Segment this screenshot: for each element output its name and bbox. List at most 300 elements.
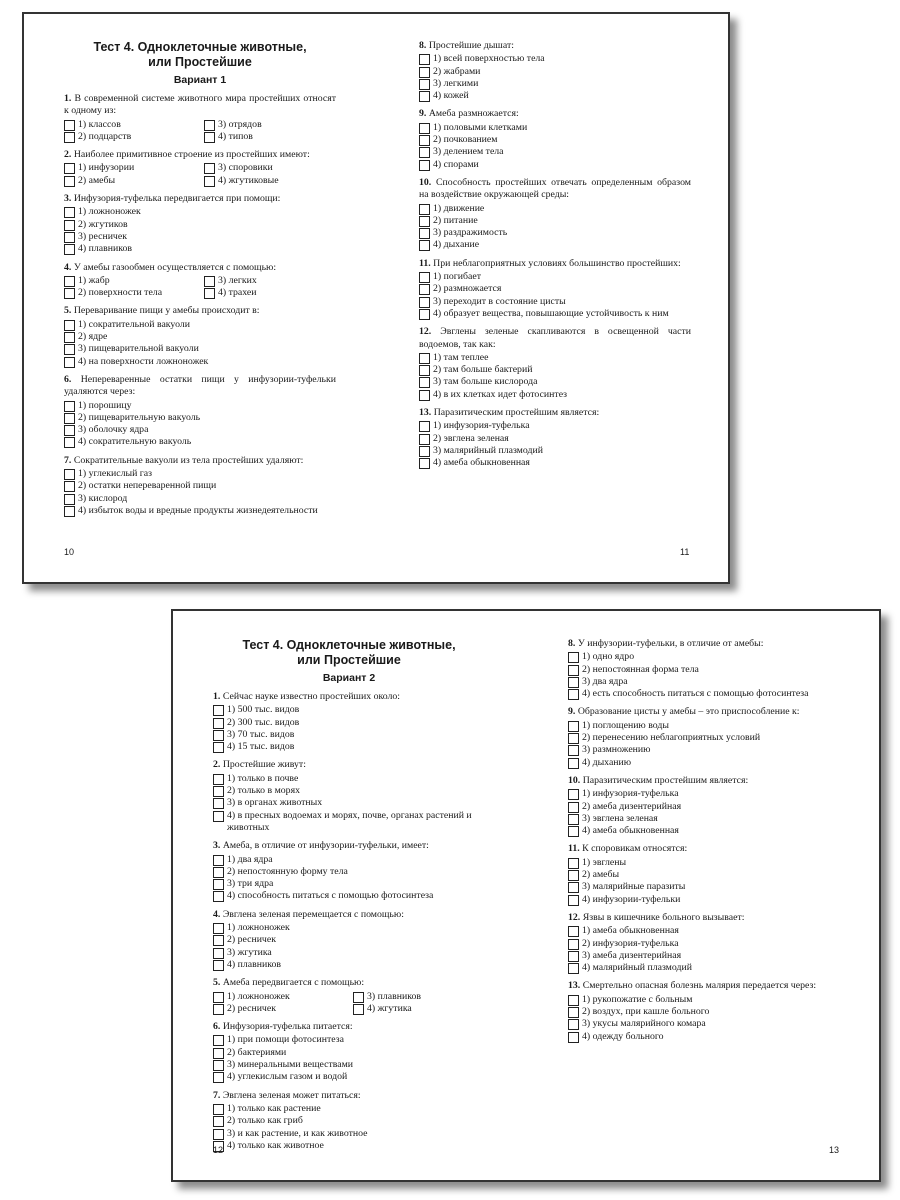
answer-option[interactable]: [419, 420, 691, 432]
answer-checkbox[interactable]: [64, 469, 75, 480]
page-10-column: [64, 40, 336, 523]
answer-option[interactable]: [213, 810, 485, 835]
question-text: Амеба передвигается с помощью:: [222, 977, 365, 989]
answer-option[interactable]: [64, 480, 336, 492]
answer-checkbox[interactable]: [213, 705, 224, 716]
answer-options: [64, 206, 336, 255]
answer-option-label: 2) поверхности тела: [78, 287, 163, 299]
answer-option-label: 4) углекислым газом и водой: [227, 1071, 348, 1083]
answer-option[interactable]: [64, 231, 336, 243]
answer-option-label: 1) жабр: [78, 274, 110, 286]
answer-option[interactable]: [568, 757, 840, 769]
page-12-column: [213, 638, 485, 1158]
answer-checkbox[interactable]: [213, 867, 224, 878]
answer-option[interactable]: [204, 162, 336, 174]
answer-option-label: 4) типов: [218, 130, 253, 142]
page-number: 13: [829, 1145, 840, 1155]
answer-option-label: 4) амеба обыкновенная: [582, 825, 679, 837]
answer-option[interactable]: [568, 732, 840, 744]
answer-checkbox[interactable]: [419, 390, 430, 401]
answer-option-label: 1) только как растение: [227, 1102, 321, 1114]
answer-checkbox[interactable]: [568, 652, 579, 663]
answer-option[interactable]: [419, 445, 691, 457]
question-text-line: [568, 912, 840, 924]
answer-option-label: 3) в органах животных: [227, 797, 323, 809]
answer-option[interactable]: [64, 119, 196, 131]
question-number: 4.: [64, 261, 72, 273]
answer-checkbox[interactable]: [213, 948, 224, 959]
answer-checkbox[interactable]: [64, 506, 75, 517]
answer-option[interactable]: [204, 287, 336, 299]
answer-option-label: 2) ресничек: [227, 934, 276, 946]
answer-options: [568, 925, 840, 974]
answer-checkbox[interactable]: [419, 446, 430, 457]
answer-checkbox[interactable]: [213, 1104, 224, 1115]
answer-checkbox[interactable]: [568, 895, 579, 906]
answer-checkbox[interactable]: [568, 789, 579, 800]
answer-option[interactable]: [64, 436, 336, 448]
answer-option-label: 4) амеба обыкновенная: [433, 457, 530, 469]
answer-option-label: 1) при помощи фотосинтеза: [227, 1034, 344, 1046]
answer-option[interactable]: [419, 215, 691, 227]
question-text-line: [213, 909, 485, 921]
answer-option-label: 2) амебы: [582, 869, 620, 881]
question-text-line: [568, 638, 840, 650]
question-text: Образование цисты у амебы – это приспособление к:: [577, 706, 800, 718]
answer-option[interactable]: [64, 206, 336, 218]
page-number: 10: [64, 547, 75, 557]
answer-checkbox[interactable]: [213, 855, 224, 866]
answer-option[interactable]: [213, 1003, 345, 1015]
answer-checkbox[interactable]: [419, 458, 430, 469]
answer-option[interactable]: [213, 729, 485, 741]
answer-option[interactable]: [213, 991, 345, 1003]
answer-checkbox[interactable]: [419, 421, 430, 432]
answer-option[interactable]: [419, 203, 691, 215]
answer-checkbox[interactable]: [568, 677, 579, 688]
answer-option[interactable]: [568, 744, 840, 756]
answer-option[interactable]: [568, 1018, 840, 1030]
answer-checkbox[interactable]: [213, 891, 224, 902]
answer-checkbox[interactable]: [213, 811, 224, 822]
answer-checkbox[interactable]: [568, 689, 579, 700]
answer-checkbox[interactable]: [419, 297, 430, 308]
answer-option[interactable]: [419, 159, 691, 171]
answer-option-label: 1) инфузория-туфелька: [582, 788, 679, 800]
answer-checkbox[interactable]: [64, 132, 75, 143]
question-number: 12.: [419, 326, 432, 338]
answer-checkbox[interactable]: [213, 1129, 224, 1140]
answer-option-label: 1) сократительной вакуоли: [78, 318, 190, 330]
question-item: [64, 93, 336, 143]
answer-checkbox[interactable]: [213, 879, 224, 890]
answer-checkbox[interactable]: [419, 353, 430, 364]
answer-option-label: 3) малярийный плазмодий: [433, 444, 543, 456]
answer-option[interactable]: [419, 66, 691, 78]
answer-options: [213, 1034, 485, 1083]
answer-option-label: 4) дыханию: [582, 756, 632, 768]
answer-option[interactable]: [568, 869, 840, 881]
answer-checkbox[interactable]: [568, 951, 579, 962]
answer-option[interactable]: [64, 505, 336, 517]
answer-option[interactable]: [213, 1115, 485, 1127]
answer-option[interactable]: [64, 287, 196, 299]
answer-option-label: 3) ресничек: [78, 230, 127, 242]
answer-options: [64, 468, 336, 517]
answer-option-label: 4) одежду больного: [582, 1030, 664, 1042]
answer-checkbox[interactable]: [419, 365, 430, 376]
answer-option-label: 4) жгутиковые: [218, 174, 279, 186]
question-text: При неблагоприятных условиях большинство простейших:: [433, 257, 681, 269]
answer-option[interactable]: [213, 866, 485, 878]
answer-checkbox[interactable]: [213, 786, 224, 797]
answer-checkbox[interactable]: [419, 67, 430, 78]
answer-checkbox[interactable]: [419, 309, 430, 320]
answer-option-label: 1) инфузория-туфелька: [433, 420, 530, 432]
answer-checkbox[interactable]: [213, 1048, 224, 1059]
answer-checkbox[interactable]: [64, 332, 75, 343]
answer-checkbox[interactable]: [64, 481, 75, 492]
answer-checkbox[interactable]: [213, 1072, 224, 1083]
question-text: Инфузория-туфелька питается:: [222, 1021, 353, 1033]
answer-option[interactable]: [419, 122, 691, 134]
question-text-line: [213, 840, 485, 852]
answer-checkbox[interactable]: [64, 437, 75, 448]
answer-checkbox[interactable]: [568, 1007, 579, 1018]
answer-checkbox[interactable]: [213, 935, 224, 946]
answer-option[interactable]: [419, 78, 691, 90]
answer-option-label: 4) способность питаться с помощью фотосинтеза: [227, 890, 434, 902]
question-text-line: [64, 455, 336, 467]
test-title-line-1: Тест 4. Одноклеточные животные,: [93, 40, 307, 54]
question-item: [419, 258, 691, 320]
answer-checkbox[interactable]: [568, 1032, 579, 1043]
answer-option[interactable]: [213, 878, 485, 890]
answer-option[interactable]: [213, 1140, 485, 1152]
answer-option[interactable]: [419, 389, 691, 401]
question-number: 6.: [213, 1021, 221, 1033]
answer-option[interactable]: [568, 1006, 840, 1018]
answer-option[interactable]: [64, 319, 336, 331]
answer-option[interactable]: [213, 1128, 485, 1140]
answer-option[interactable]: [64, 412, 336, 424]
answer-option[interactable]: [213, 717, 485, 729]
answer-option[interactable]: [204, 131, 336, 143]
answer-option[interactable]: [568, 857, 840, 869]
answer-option[interactable]: [419, 364, 691, 376]
answer-options: [64, 400, 336, 449]
answer-checkbox[interactable]: [213, 960, 224, 971]
answer-checkbox[interactable]: [64, 276, 75, 287]
question-text-line: [568, 775, 840, 787]
answer-checkbox[interactable]: [568, 826, 579, 837]
answer-option[interactable]: [64, 219, 336, 231]
answer-checkbox[interactable]: [419, 54, 430, 65]
question-number: 13.: [568, 980, 581, 992]
answer-option[interactable]: [419, 227, 691, 239]
answer-checkbox[interactable]: [419, 135, 430, 146]
answer-option-label: 4) только как животное: [227, 1139, 324, 1151]
answer-option-label: 3) 70 тыс. видов: [227, 728, 295, 740]
answer-option-label: 2) эвглена зеленая: [433, 432, 509, 444]
answer-options: [419, 122, 691, 171]
answer-option[interactable]: [568, 1031, 840, 1043]
question-text: Непереваренные остатки пищи у инфузории-туфельки удаляются через:: [64, 373, 336, 398]
answer-checkbox[interactable]: [64, 120, 75, 131]
answer-option[interactable]: [64, 343, 336, 355]
answer-option-label: 1) ложноножек: [78, 206, 141, 218]
answer-option[interactable]: [353, 991, 485, 1003]
answer-option[interactable]: [568, 688, 840, 700]
answer-option[interactable]: [419, 283, 691, 295]
answer-checkbox[interactable]: [213, 1116, 224, 1127]
question-number: 7.: [213, 1089, 221, 1101]
answer-option[interactable]: [568, 676, 840, 688]
answer-option[interactable]: [568, 925, 840, 937]
answer-checkbox[interactable]: [204, 276, 215, 287]
answer-option-label: 1) там теплее: [433, 351, 489, 363]
question-text: Язвы в кишечнике больного вызывает:: [582, 911, 745, 923]
answer-checkbox[interactable]: [568, 882, 579, 893]
answer-option[interactable]: [568, 801, 840, 813]
answer-checkbox[interactable]: [64, 344, 75, 355]
answer-options: [419, 271, 691, 320]
answer-option[interactable]: [64, 275, 196, 287]
question-number: 9.: [419, 108, 427, 120]
answer-option[interactable]: [213, 773, 485, 785]
answer-checkbox[interactable]: [213, 798, 224, 809]
answer-checkbox[interactable]: [64, 163, 75, 174]
answer-checkbox[interactable]: [568, 870, 579, 881]
answer-option[interactable]: [419, 308, 691, 320]
answer-option[interactable]: [64, 400, 336, 412]
answer-checkbox[interactable]: [568, 814, 579, 825]
answer-option[interactable]: [568, 788, 840, 800]
question-text: К споровикам относятся:: [582, 843, 688, 855]
answer-checkbox[interactable]: [64, 494, 75, 505]
answer-checkbox[interactable]: [419, 147, 430, 158]
answer-option[interactable]: [213, 890, 485, 902]
answer-checkbox[interactable]: [419, 123, 430, 134]
answer-option[interactable]: [64, 243, 336, 255]
answer-option-label: 3) споровики: [218, 162, 273, 174]
answer-option[interactable]: [64, 468, 336, 480]
answer-checkbox[interactable]: [204, 120, 215, 131]
answer-checkbox[interactable]: [419, 284, 430, 295]
answer-checkbox[interactable]: [568, 665, 579, 676]
answer-checkbox[interactable]: [213, 742, 224, 753]
answer-option[interactable]: [568, 651, 840, 663]
answer-checkbox[interactable]: [568, 733, 579, 744]
answer-checkbox[interactable]: [64, 232, 75, 243]
answer-option[interactable]: [419, 457, 691, 469]
answer-option-label: 3) амеба дизентерийная: [582, 949, 682, 961]
answer-checkbox[interactable]: [213, 1004, 224, 1015]
answer-option[interactable]: [568, 664, 840, 676]
answer-option-label: 4) плавников: [78, 243, 132, 255]
answer-option[interactable]: [213, 854, 485, 866]
answer-option-label: 3) укусы малярийного комара: [582, 1018, 706, 1030]
answer-option[interactable]: [64, 356, 336, 368]
answer-option[interactable]: [204, 175, 336, 187]
answer-checkbox[interactable]: [213, 718, 224, 729]
answer-checkbox[interactable]: [568, 802, 579, 813]
answer-options: [568, 651, 840, 700]
answer-checkbox[interactable]: [213, 1035, 224, 1046]
answer-checkbox[interactable]: [419, 240, 430, 251]
answer-option[interactable]: [419, 239, 691, 251]
answer-option[interactable]: [213, 704, 485, 716]
test-title-line-2: или Простейшие: [297, 653, 401, 667]
test-title: [213, 638, 485, 668]
answer-checkbox[interactable]: [568, 939, 579, 950]
answer-checkbox[interactable]: [213, 992, 224, 1003]
answer-option[interactable]: [213, 741, 485, 753]
answer-option[interactable]: [64, 493, 336, 505]
answer-checkbox[interactable]: [213, 1060, 224, 1071]
answer-option-label: 3) два ядра: [582, 675, 628, 687]
answer-option[interactable]: [213, 1047, 485, 1059]
answer-option[interactable]: [419, 271, 691, 283]
answer-checkbox[interactable]: [204, 176, 215, 187]
question-number: 1.: [64, 93, 72, 104]
answer-checkbox[interactable]: [568, 758, 579, 769]
answer-option-label: 3) раздражимость: [433, 227, 508, 239]
answer-checkbox[interactable]: [353, 992, 364, 1003]
answer-checkbox[interactable]: [64, 357, 75, 368]
answer-option-label: 2) ядре: [78, 331, 108, 343]
answer-option[interactable]: [204, 119, 336, 131]
answer-option-label: 1) амеба обыкновенная: [582, 925, 679, 937]
answer-checkbox[interactable]: [419, 377, 430, 388]
answer-option-label: 4) дыхание: [433, 239, 480, 251]
answer-checkbox[interactable]: [64, 413, 75, 424]
question-item: [64, 374, 336, 449]
answer-option[interactable]: [64, 162, 196, 174]
answer-checkbox[interactable]: [213, 774, 224, 785]
answer-option[interactable]: [419, 376, 691, 388]
answer-checkbox[interactable]: [419, 434, 430, 445]
answer-checkbox[interactable]: [204, 132, 215, 143]
answer-checkbox[interactable]: [419, 228, 430, 239]
answer-option-label: 4) в пресных водоемах и морях, почве, органах растений и животных: [227, 809, 472, 833]
question-text-line: [64, 149, 336, 161]
answer-option[interactable]: [64, 331, 336, 343]
answer-checkbox[interactable]: [64, 320, 75, 331]
answer-option[interactable]: [64, 131, 196, 143]
answer-option[interactable]: [64, 175, 196, 187]
answer-option[interactable]: [568, 962, 840, 974]
answer-checkbox[interactable]: [568, 995, 579, 1006]
question-text-line: [568, 706, 840, 718]
answer-option-label: 3) делением тела: [433, 146, 504, 158]
answer-option[interactable]: [419, 352, 691, 364]
answer-checkbox[interactable]: [64, 401, 75, 412]
answer-checkbox[interactable]: [213, 730, 224, 741]
answer-checkbox[interactable]: [568, 721, 579, 732]
answer-checkbox[interactable]: [419, 79, 430, 90]
answer-option[interactable]: [353, 1003, 485, 1015]
answer-checkbox[interactable]: [64, 425, 75, 436]
answer-option-label: 2) амебы: [78, 174, 116, 186]
question-text: Паразитическим простейшим является:: [582, 774, 749, 786]
answer-option[interactable]: [213, 1059, 485, 1071]
answer-checkbox[interactable]: [568, 745, 579, 756]
answer-checkbox[interactable]: [213, 923, 224, 934]
answer-option[interactable]: [213, 1034, 485, 1046]
answer-option[interactable]: [419, 146, 691, 158]
answer-checkbox[interactable]: [64, 220, 75, 231]
answer-option[interactable]: [213, 947, 485, 959]
answer-option[interactable]: [213, 785, 485, 797]
answer-option-label: 3) пищеварительной вакуоли: [78, 343, 199, 355]
answer-option[interactable]: [568, 894, 840, 906]
answer-option[interactable]: [213, 959, 485, 971]
answer-checkbox[interactable]: [64, 207, 75, 218]
answer-checkbox[interactable]: [353, 1004, 364, 1015]
answer-option-label: 1) 500 тыс. видов: [227, 704, 300, 716]
answer-options: [213, 922, 485, 971]
answer-checkbox[interactable]: [419, 91, 430, 102]
answer-option[interactable]: [419, 53, 691, 65]
question-number: 1.: [213, 691, 221, 702]
answer-option[interactable]: [419, 134, 691, 146]
answer-checkbox[interactable]: [419, 216, 430, 227]
answer-option[interactable]: [213, 797, 485, 809]
question-text-line: [419, 108, 691, 120]
question-number: 12.: [568, 911, 581, 923]
answer-option[interactable]: [213, 1071, 485, 1083]
answer-option[interactable]: [419, 90, 691, 102]
answer-option[interactable]: [419, 433, 691, 445]
answer-checkbox[interactable]: [419, 204, 430, 215]
answer-checkbox[interactable]: [568, 1019, 579, 1030]
answer-checkbox[interactable]: [64, 288, 75, 299]
question-text: У инфузории-туфельки, в отличие от амебы:: [577, 638, 764, 649]
question-item: [213, 977, 485, 1015]
answer-option[interactable]: [568, 825, 840, 837]
answer-checkbox[interactable]: [568, 926, 579, 937]
answer-checkbox[interactable]: [204, 288, 215, 299]
answer-checkbox[interactable]: [204, 163, 215, 174]
answer-checkbox[interactable]: [568, 963, 579, 974]
answer-option[interactable]: [568, 994, 840, 1006]
variant-heading: Вариант 1: [173, 74, 227, 86]
answer-option[interactable]: [213, 922, 485, 934]
question-item: [213, 840, 485, 902]
answer-checkbox[interactable]: [419, 272, 430, 283]
answer-option[interactable]: [568, 950, 840, 962]
answer-option-label: 3) легкими: [433, 77, 479, 89]
question-text: Смертельно опасная болезнь малярия передается через:: [582, 980, 817, 992]
answer-option[interactable]: [213, 934, 485, 946]
answer-checkbox[interactable]: [568, 858, 579, 869]
answer-option[interactable]: [419, 296, 691, 308]
answer-checkbox[interactable]: [64, 244, 75, 255]
answer-option-label: 1) всей поверхностью тела: [433, 53, 545, 65]
answer-option[interactable]: [64, 424, 336, 436]
answer-option[interactable]: [568, 938, 840, 950]
answer-option-label: 2) бактериями: [227, 1046, 287, 1058]
answer-option[interactable]: [568, 881, 840, 893]
answer-option[interactable]: [204, 275, 336, 287]
answer-option[interactable]: [213, 1103, 485, 1115]
answer-checkbox[interactable]: [419, 160, 430, 171]
answer-checkbox[interactable]: [64, 176, 75, 187]
answer-option[interactable]: [568, 813, 840, 825]
answer-option-label: 1) классов: [78, 118, 121, 130]
answer-option[interactable]: [568, 720, 840, 732]
